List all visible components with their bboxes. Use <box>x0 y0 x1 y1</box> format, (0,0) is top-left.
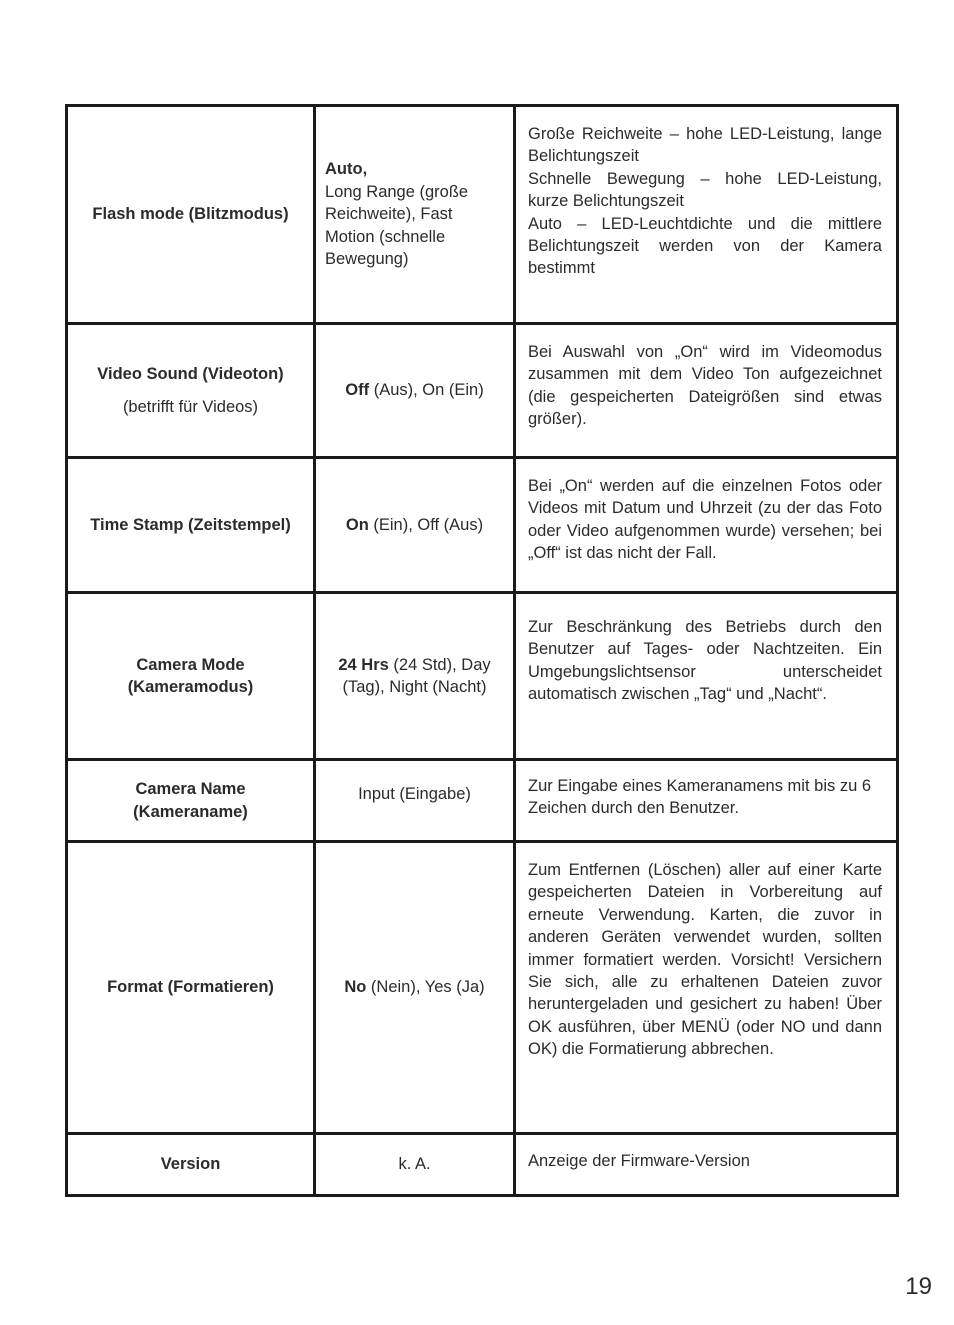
setting-description <box>515 760 898 842</box>
setting-options <box>315 324 515 458</box>
other-options: (Aus), On (Ein) <box>369 381 484 400</box>
setting-label: Format (Formatieren) <box>107 978 274 997</box>
other-options: (24 Std), Day (Tag), Night (Nacht) <box>342 655 491 696</box>
table-row <box>67 760 898 842</box>
setting-options <box>315 593 515 760</box>
setting-options <box>315 1134 515 1196</box>
table-row <box>67 842 898 1134</box>
setting-label: Camera Mode (Kameramodus) <box>127 655 254 696</box>
default-option: No <box>344 978 367 997</box>
default-option: On <box>345 515 369 534</box>
description-text: Bei Auswahl von „On“ wird im Videomodus zusammen mit dem Video Ton aufgezeichnet (die gespeicherten Dateigrößen sind etwas größer). <box>528 343 882 429</box>
setting-name <box>67 324 315 458</box>
other-options: Long Range (große Reichweite), Fast Motion (schnelle Bewegung) <box>325 182 469 269</box>
settings-table <box>65 104 899 1197</box>
table-row <box>67 593 898 760</box>
setting-description <box>515 324 898 458</box>
setting-name <box>67 1134 315 1196</box>
description-text: Anzeige der Firmware-Version <box>528 1152 750 1170</box>
setting-label: Video Sound (Videoton) <box>97 365 284 384</box>
option-value: Input (Eingabe) <box>358 785 471 803</box>
default-option: 24 Hrs <box>338 655 389 674</box>
description-line: Schnelle Bewegung – hohe LED-Leistung, kurze Belichtungszeit <box>528 169 882 211</box>
setting-description <box>515 593 898 760</box>
description-text: Zum Entfernen (Löschen) aller auf einer Karte gespeicherten Dateien in Vorbereitung auf erneute Verwendung. Karten, die zuvor in anderen Geräten verwendet wurden, sollten immer formatiert werden. Vorsicht! Versichern Sie sich, alle zu erhaltenen Dateien zuvor heruntergeladen und gesichert zu haben! Über OK ausführen, über MENÜ (oder NO und dann OK) die Formatierung abbrechen. <box>528 861 882 1059</box>
table-row <box>67 106 898 324</box>
other-options: (Ein), Off (Aus) <box>368 515 484 534</box>
table-row <box>67 458 898 593</box>
setting-name <box>67 106 315 324</box>
setting-options <box>315 842 515 1134</box>
table-row <box>67 1134 898 1196</box>
other-options: (Nein), Yes (Ja) <box>366 978 485 997</box>
table-row <box>67 324 898 458</box>
setting-description <box>515 106 898 324</box>
description-text: Bei „On“ werden auf die einzelnen Fotos oder Videos mit Datum und Uhrzeit (zu der das Foto oder Video aufgenommen wurde) versehen; bei „Off“ ist das nicht der Fall. <box>528 477 882 563</box>
description-line: Auto – LED-Leuchtdichte und die mittlere Belichtungszeit werden von der Kamera bestimmt <box>528 214 882 278</box>
setting-options <box>315 106 515 324</box>
setting-name <box>67 760 315 842</box>
setting-description <box>515 842 898 1134</box>
setting-name <box>67 458 315 593</box>
setting-label: Camera Name (Kameraname) <box>133 780 248 821</box>
setting-name <box>67 842 315 1134</box>
setting-label: Time Stamp (Zeitstempel) <box>90 515 291 534</box>
setting-options <box>315 458 515 593</box>
page-number: 19 <box>905 1273 932 1300</box>
setting-description <box>515 458 898 593</box>
description-text: Zur Beschränkung des Betriebs durch den Benutzer auf Tages- oder Nachtzeiten. Ein Umgebungslichtsensor unterscheidet automatisch zwischen „Tag“ und „Nacht“. <box>528 618 882 704</box>
setting-description <box>515 1134 898 1196</box>
option-value: k. A. <box>398 1155 431 1174</box>
setting-name <box>67 593 315 760</box>
setting-options <box>315 760 515 842</box>
setting-label: Flash mode (Blitzmodus) <box>92 205 289 224</box>
default-option: Auto, <box>325 160 368 179</box>
default-option: Off <box>345 381 370 400</box>
description-text: Zur Eingabe eines Kameranamens mit bis zu 6 Zeichen durch den Benutzer. <box>528 777 872 818</box>
description-line: Große Reichweite – hohe LED-Leistung, lange Belichtungszeit <box>528 125 882 166</box>
setting-label: Version <box>160 1155 221 1174</box>
setting-sublabel: (betrifft für Videos) <box>122 397 259 416</box>
